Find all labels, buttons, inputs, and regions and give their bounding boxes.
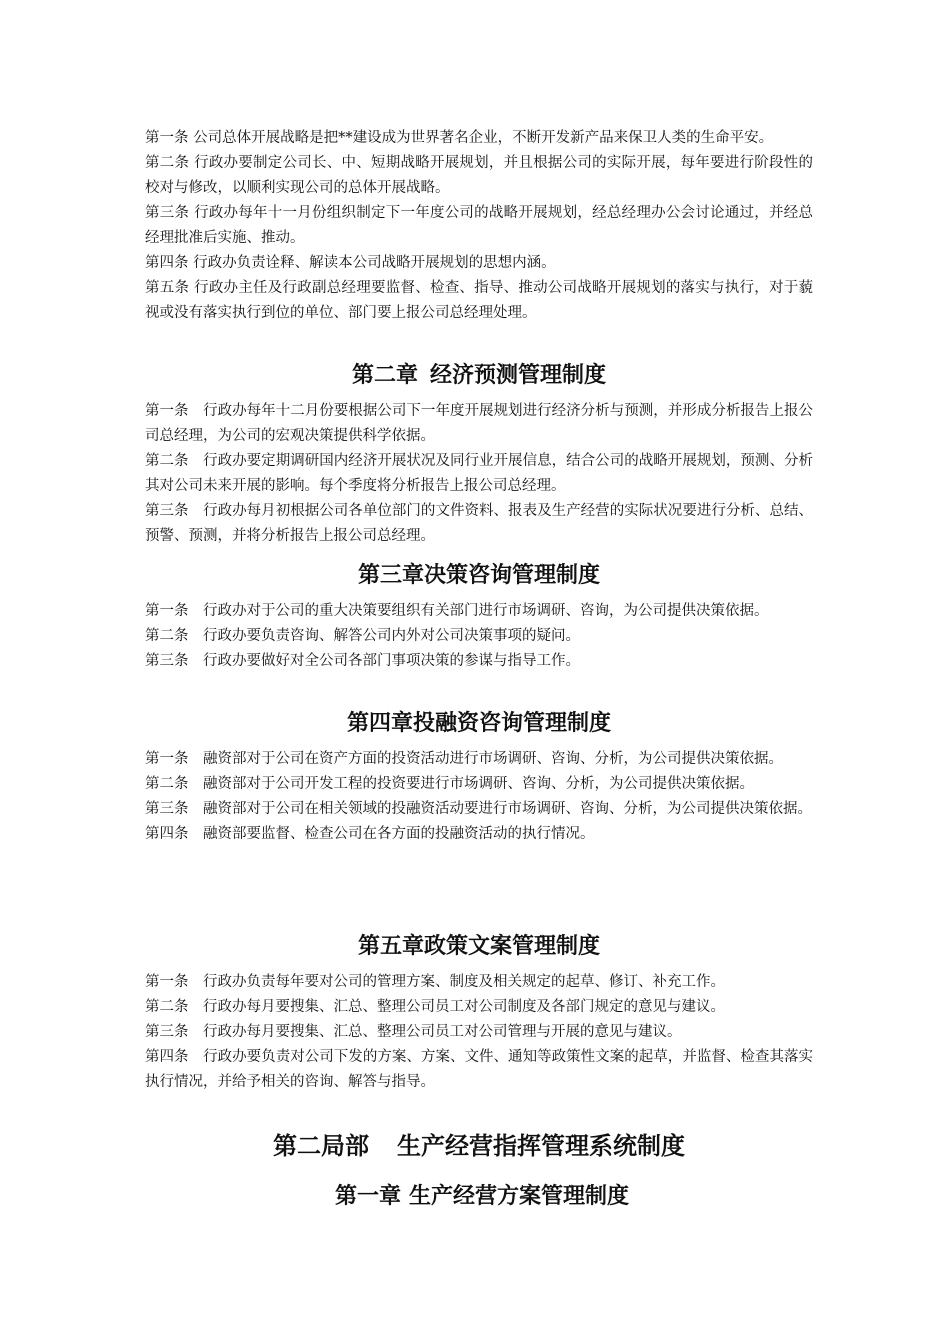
article-paragraph: 第四条 行政办要负责对公司下发的方案、方案、文件、通知等政策性文案的起草，并监督、检查其落实执行情况，并给予相关的咨询、解答与指导。 (145, 1049, 813, 1090)
article-paragraph: 第二条 融资部对于公司开发工程的投资要进行市场调研、咨询、分析，为公司提供决策依据。 (145, 776, 754, 792)
part-title-text: 生产经营指挥管理系统制度 (397, 1131, 685, 1160)
article-paragraph: 第三条 行政办每月要搜集、汇总、整理公司员工对公司管理与开展的意见与建议。 (145, 1024, 682, 1040)
article-paragraph: 第三条 融资部对于公司在相关领域的投融资活动要进行市场调研、咨询、分析，为公司提供决策依据。 (145, 801, 812, 817)
chapter4-heading (145, 708, 813, 738)
article-paragraph: 第三条 行政办要做好对全公司各部门事项决策的参谋与指导工作。 (145, 653, 580, 669)
article-paragraph: 第三条 行政办每月初根据公司各单位部门的文件资料、报表及生产经营的实际状况要进行分析、总结、预警、预测，并将分析报告上报公司总经理。 (145, 503, 813, 544)
chapter-number: 第一章 (334, 1183, 401, 1209)
part2-heading (145, 1130, 813, 1162)
article-paragraph: 第一条 融资部对于公司在资产方面的投资活动进行市场调研、咨询、分析，为公司提供决策依据。 (145, 751, 783, 767)
chapter-title-text: 政策文案管理制度 (424, 933, 601, 959)
chapter2-articles (145, 399, 813, 549)
chapter5-articles (145, 970, 813, 1095)
chapter5-heading (145, 931, 813, 961)
article-paragraph: 第一条 行政办对于公司的重大决策要组织有关部门进行市场调研、咨询，为公司提供决策依据。 (145, 603, 769, 619)
chapter-number: 第二章 (351, 362, 418, 388)
section1-articles (145, 126, 813, 326)
chapter-number: 第五章 (357, 933, 424, 959)
article-paragraph: 第一条 行政办每年十二月份要根据公司下一年度开展规划进行经济分析与预测，并形成分析报告上报公司总经理，为公司的宏观决策提供科学依据。 (145, 403, 813, 444)
chapter3-articles (145, 599, 813, 674)
article-paragraph: 第二条 行政办每月要搜集、汇总、整理公司员工对公司制度及各部门规定的意见与建议。 (145, 999, 725, 1015)
part2-chapter1-heading (145, 1181, 813, 1211)
chapter-title-text: 经济预测管理制度 (430, 362, 607, 388)
chapter-title-text: 决策咨询管理制度 (424, 562, 601, 588)
article-paragraph: 第五条 行政办主任及行政副总经理要监督、检查、指导、推动公司战略开展规划的落实与执行，对于藐视或没有落实执行到位的单位、部门要上报公司总经理处理。 (145, 280, 813, 321)
article-paragraph: 第三条 行政办每年十一月份组织制定下一年度公司的战略开展规划，经总经理办公会讨论通过，并经总经理批准后实施、推动。 (145, 205, 813, 246)
article-paragraph: 第二条 行政办要定期调研国内经济开展状况及同行业开展信息，结合公司的战略开展规划，预测、分析其对公司未来开展的影响。每个季度将分析报告上报公司总经理。 (145, 453, 813, 494)
part-label: 第二局部 (273, 1131, 369, 1160)
chapter-title-text: 投融资咨询管理制度 (413, 710, 612, 736)
chapter4-articles (145, 747, 813, 847)
article-paragraph: 第二条 行政办要制定公司长、中、短期战略开展规划，并且根据公司的实际开展，每年要进行阶段性的校对与修改，以顺利实现公司的总体开展战略。 (145, 155, 813, 196)
article-paragraph: 第一条 行政办负责每年要对公司的管理方案、制度及相关规定的起草、修订、补充工作。 (145, 974, 725, 990)
chapter3-heading (145, 560, 813, 590)
chapter-title-text: 生产经营方案管理制度 (409, 1183, 630, 1209)
chapter2-heading (145, 360, 813, 390)
chapter-number: 第四章 (346, 710, 413, 736)
article-paragraph: 第一条 公司总体开展战略是把**建设成为世界著名企业，不断开发新产品来保卫人类的生命平安。 (145, 130, 774, 146)
article-paragraph: 第二条 行政办要负责咨询、解答公司内外对公司决策事项的疑问。 (145, 628, 580, 644)
article-paragraph: 第四条 融资部要监督、检查公司在各方面的投融资活动的执行情况。 (145, 826, 595, 842)
chapter-number: 第三章 (357, 562, 424, 588)
article-paragraph: 第四条 行政办负责诠释、解读本公司战略开展规划的思想内涵。 (145, 255, 556, 271)
